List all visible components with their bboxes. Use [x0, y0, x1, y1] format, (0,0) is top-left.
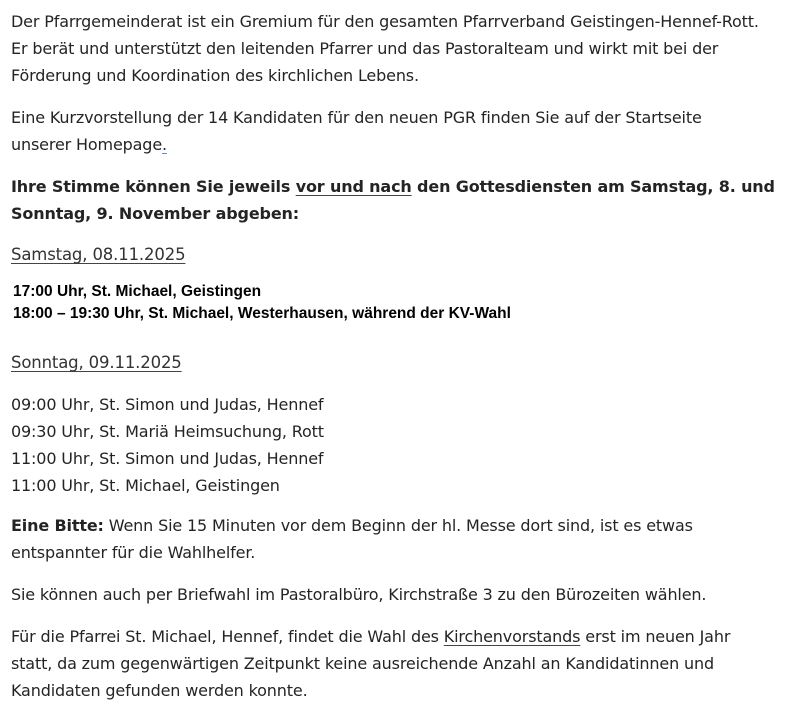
homepage-link[interactable]: . — [162, 135, 167, 154]
church-board-line-1 — [11, 623, 730, 650]
church-board-text-a: Für die Pfarrei St. Michael, Hennef, findet die Wahl des — [11, 627, 444, 646]
vote-line-1 — [11, 173, 775, 200]
request-line-1 — [11, 512, 693, 539]
candidates-line-1: Eine Kurzvorstellung der 14 Kandidaten für den neuen PGR finden Sie auf der Startseite — [11, 108, 702, 127]
saturday-time-1: 17:00 Uhr, St. Michael, Geistingen — [13, 283, 262, 300]
sunday-time-3: 11:00 Uhr, St. Simon und Judas, Hennef — [11, 449, 324, 468]
sunday-time-1: 09:00 Uhr, St. Simon und Judas, Hennef — [11, 395, 324, 414]
candidates-line-2 — [11, 131, 167, 158]
request-line-2: entspannter für die Wahlhelfer. — [11, 543, 256, 562]
saturday-time-2: 18:00 – 19:30 Uhr, St. Michael, Westerhausen, während der KV-Wahl — [13, 305, 511, 322]
request-label: Eine Bitte: — [11, 516, 104, 535]
intro-line-2: Er berät und unterstützt den leitenden Pfarrer und das Pastoralteam und wirkt mit bei der — [11, 39, 719, 58]
vote-text-a: Ihre Stimme können Sie jeweils — [11, 177, 296, 196]
sunday-time-4: 11:00 Uhr, St. Michael, Geistingen — [11, 476, 280, 495]
intro-line-1: Der Pfarrgemeinderat ist ein Gremium für den gesamten Pfarrverband Geistingen-Hennef-Rott. — [11, 12, 759, 31]
church-board-text-b: erst im neuen Jahr — [580, 627, 731, 646]
vote-emphasis: vor und nach — [295, 177, 412, 196]
homepage-text: unserer Homepage — [11, 135, 163, 154]
vote-line-2: Sonntag, 9. November abgeben: — [11, 204, 300, 223]
postal-line-1: Sie können auch per Briefwahl im Pastoralbüro, Kirchstraße 3 zu den Bürozeiten wählen. — [11, 585, 707, 604]
church-board-emphasis: Kirchenvorstands — [443, 627, 581, 646]
vote-text-b: den Gottesdiensten am Samstag, 8. und — [411, 177, 775, 196]
request-text: Wenn Sie 15 Minuten vor dem Beginn der hl. Messe dort sind, ist es etwas — [103, 516, 693, 535]
church-board-line-3: Kandidaten gefunden werden konnte. — [11, 681, 308, 700]
sunday-time-2: 09:30 Uhr, St. Mariä Heimsuchung, Rott — [11, 422, 324, 441]
intro-line-3: Förderung und Koordination des kirchlichen Lebens. — [11, 66, 419, 85]
church-board-line-2: statt, da zum gegenwärtigen Zeitpunkt keine ausreichende Anzahl an Kandidatinnen und — [11, 654, 715, 673]
saturday-heading: Samstag, 08.11.2025 — [11, 245, 186, 264]
sunday-heading: Sonntag, 09.11.2025 — [11, 353, 182, 372]
